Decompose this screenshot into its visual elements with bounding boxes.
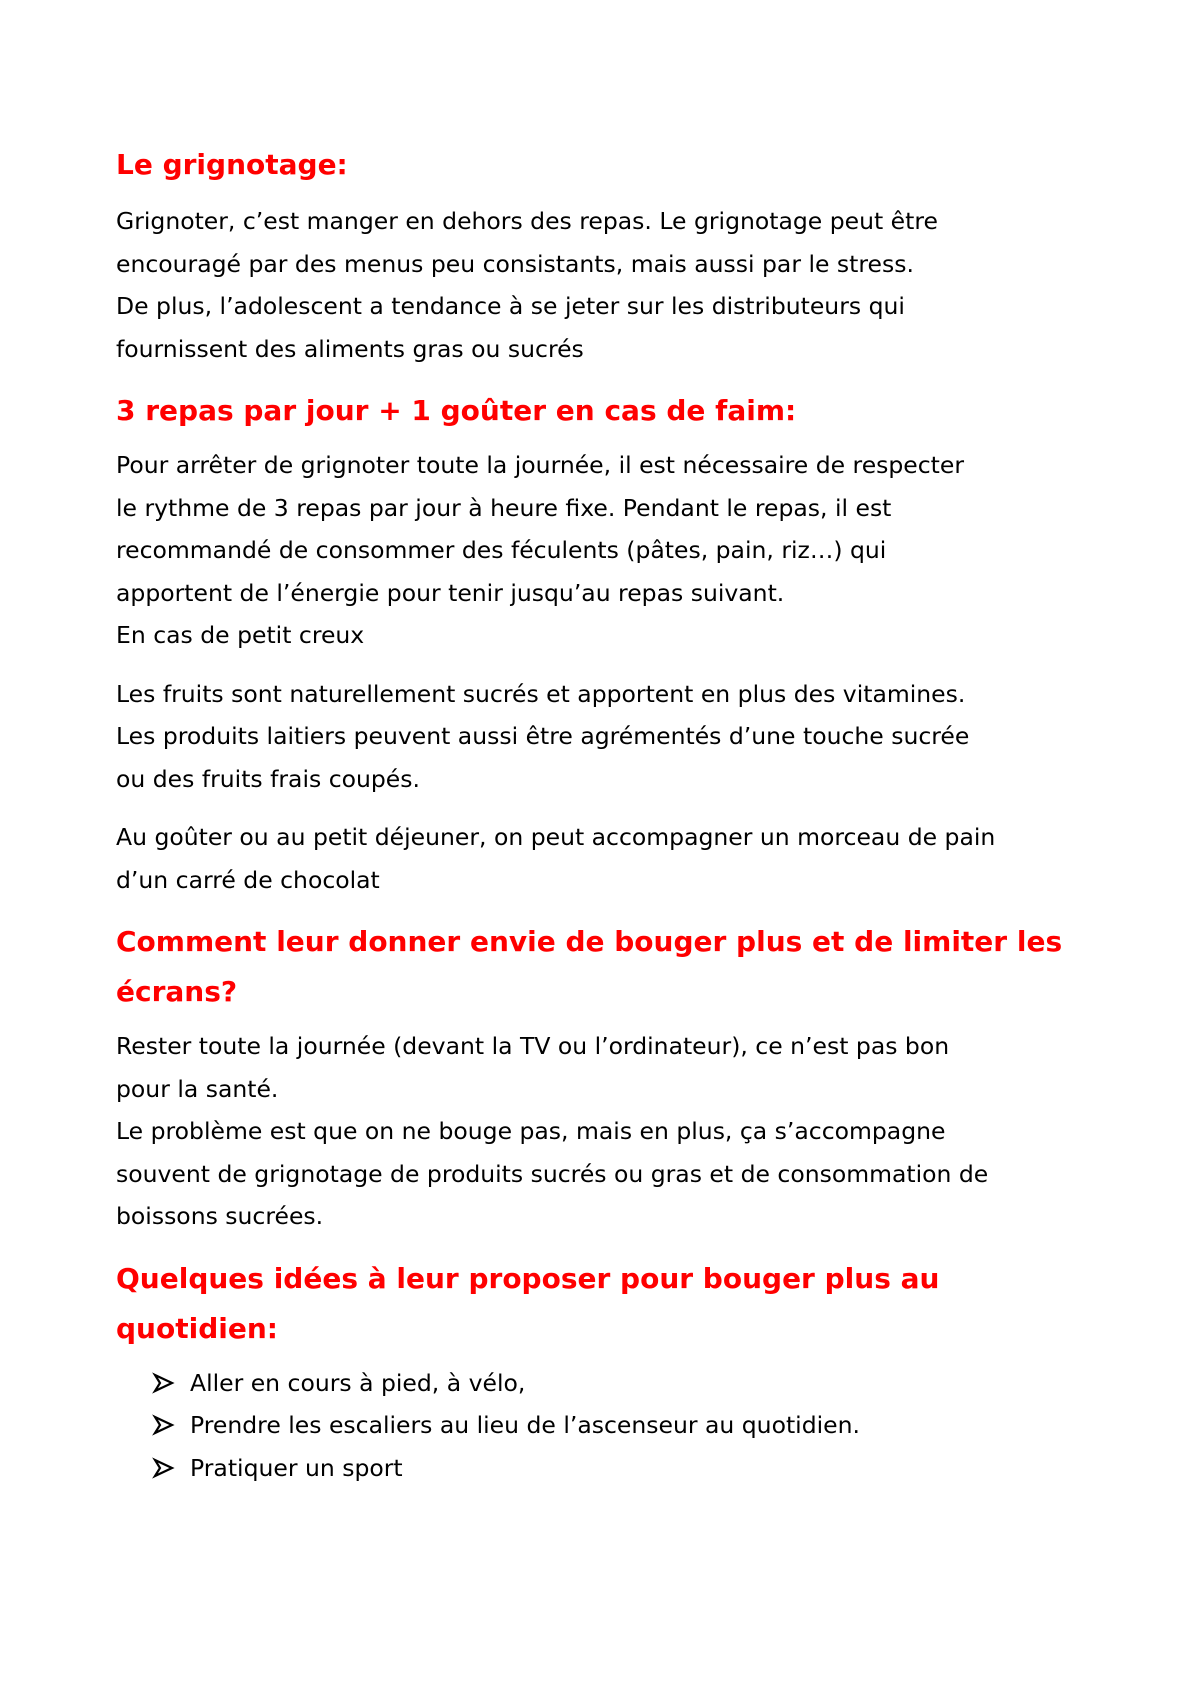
list-item — [152, 1447, 1106, 1490]
text-line: fournissent des aliments gras ou sucrés — [116, 334, 584, 363]
text-line: Les fruits sont naturellement sucrés et apportent en plus des vitamines. — [116, 679, 966, 708]
text-line: Grignoter, c’est manger en dehors des repas. Le grignotage peut être — [116, 207, 938, 235]
text-line: Rester toute la journée (devant la TV ou l’ordinateur), ce n’est pas bon — [116, 1032, 950, 1060]
text-line: ou des fruits frais coupés. — [116, 764, 420, 793]
paragraph-rythme-repas — [116, 444, 1106, 657]
bullet-list-idees — [116, 1362, 1106, 1490]
heading-line: écrans? — [116, 975, 238, 1008]
text-line: d’un carré de chocolat — [116, 865, 380, 894]
heading-line: Comment leur donner envie de bouger plus et de limiter les — [116, 925, 1063, 958]
text-line: boissons sucrées. — [116, 1202, 324, 1230]
paragraph-fruits — [116, 673, 1106, 801]
text-line: encouragé par des menus peu consistants, mais aussi par le stress. — [116, 249, 914, 278]
text-line: souvent de grignotage de produits sucrés ou gras et de consommation de — [116, 1159, 989, 1188]
text-line: Les produits laitiers peuvent aussi être agrémentés d’une touche sucrée — [116, 722, 970, 750]
heading-idees-bouger: Quelques idées à leur proposer pour bouger plus au quotidien: — [116, 1261, 940, 1345]
bullet-text: Prendre les escaliers au lieu de l’ascenseur au quotidien. — [190, 1411, 860, 1439]
document-page — [116, 140, 1106, 1489]
list-item — [152, 1404, 1106, 1447]
arrowhead-bullet-icon — [152, 1362, 178, 1404]
text-line: le rythme de 3 repas par jour à heure fixe. Pendant le repas, il est — [116, 493, 892, 522]
arrowhead-bullet-icon — [152, 1404, 178, 1446]
paragraph-gouter — [116, 816, 1106, 901]
bullet-text: Aller en cours à pied, à vélo, — [190, 1368, 526, 1397]
text-line: En cas de petit creux — [116, 621, 365, 649]
heading-bouger-ecrans — [116, 917, 1106, 1017]
text-line: Au goûter ou au petit déjeuner, on peut accompagner un morceau de pain — [116, 823, 996, 851]
arrowhead-bullet-icon — [152, 1447, 178, 1489]
text-line: Le problème est que on ne bouge pas, mais en plus, ça s’accompagne — [116, 1117, 946, 1145]
list-item — [152, 1362, 1106, 1405]
bullet-text: Pratiquer un sport — [190, 1453, 403, 1482]
heading-trois-repas: 3 repas par jour + 1 goûter en cas de faim: — [116, 394, 797, 427]
text-line: Pour arrêter de grignoter toute la journée, il est nécessaire de respecter — [116, 451, 965, 479]
text-line: De plus, l’adolescent a tendance à se jeter sur les distributeurs qui — [116, 292, 905, 320]
paragraph-ecrans — [116, 1025, 1106, 1238]
text-line: pour la santé. — [116, 1074, 279, 1103]
heading-grignotage: Le grignotage: — [116, 148, 348, 181]
text-line: recommandé de consommer des féculents (pâtes, pain, riz…) qui — [116, 536, 887, 564]
paragraph-grignotage — [116, 200, 1106, 370]
text-line: apportent de l’énergie pour tenir jusqu’au repas suivant. — [116, 578, 785, 607]
